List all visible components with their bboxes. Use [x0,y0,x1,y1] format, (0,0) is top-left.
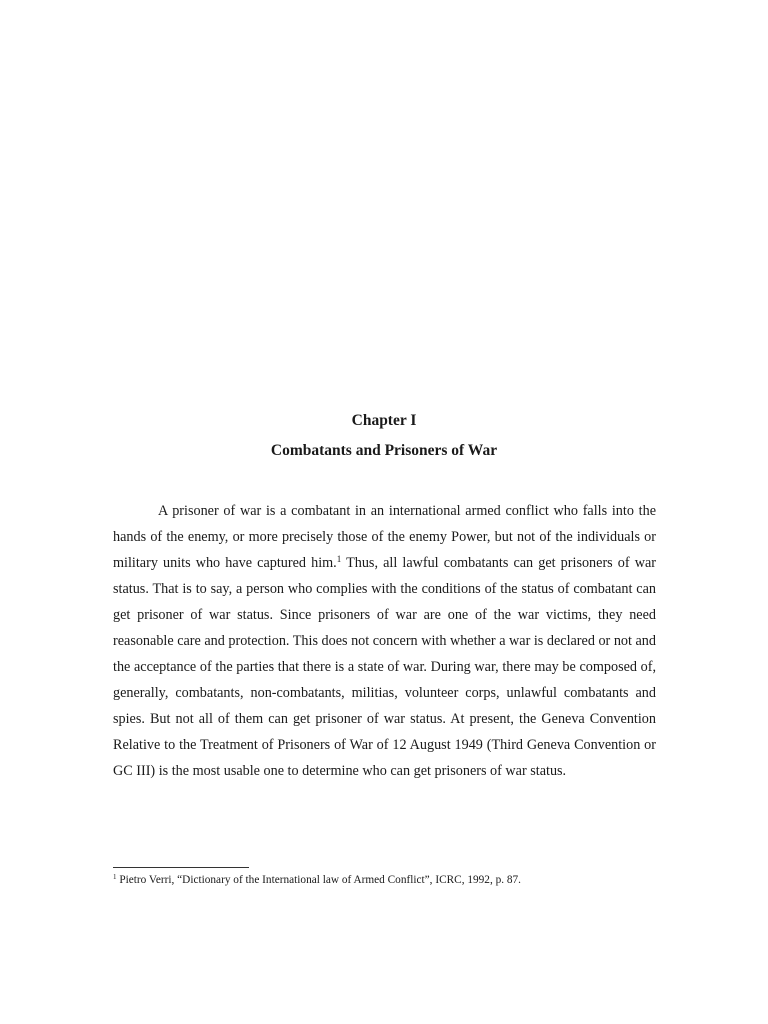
footnote-text: Pietro Verri, “Dictionary of the International law of Armed Conflict”, ICRC, 1992, p. 87. [116,874,522,886]
chapter-number: Chapter I [351,412,417,429]
body-text-after-ref: Thus, all lawful combatants can get prisoners of war status. That is to say, a person who complies with the conditions of the status of combatant can get prisoner of war status. Since prisoners of war are one of the war victims, they need reasonable care and protection. This does not concern with whether a war is declared or not and the acceptance of the parties that there is a state of war. During war, there may be composed of, generally, combatants, non-combatants, militias, volunteer corps, unlawful combatants and spies. But not all of them can get prisoner of war status. At present, the Geneva Convention Relative to the Treatment of Prisoners of War of 12 August 1949 (Third Geneva Convention or GC III) is the most usable one to determine who can get prisoners of war status. [113,555,656,779]
body-text-before-ref: A prisoner of war is a combatant in an international armed conflict who falls into the hands of the enemy, or more precisely those of the enemy Power, but not of the individuals or military units who have captured him. [113,503,656,571]
chapter-title: Combatants and Prisoners of War [270,442,498,459]
footnote-reference[interactable]: 1 [336,554,342,564]
footnote [113,872,673,888]
footnote-separator [113,867,249,868]
footnote-mark: 1 [113,873,117,881]
body-paragraph [113,498,656,784]
